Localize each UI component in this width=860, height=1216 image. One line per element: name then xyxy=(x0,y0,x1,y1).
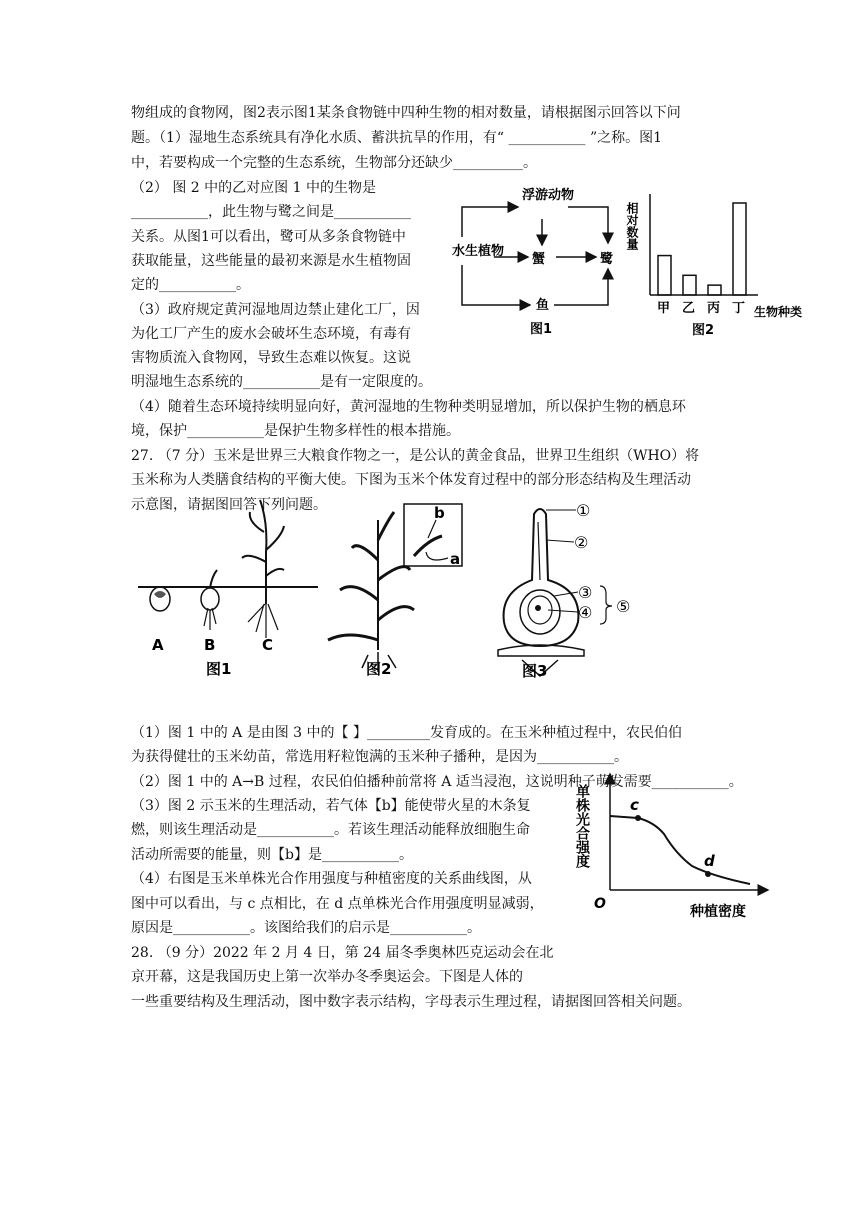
arrow-plant-fish xyxy=(462,265,530,305)
label-b: B xyxy=(204,636,216,654)
bar-label-1: 甲 xyxy=(657,301,671,316)
curve-xlabel: 种植密度 xyxy=(690,904,746,920)
point-c-label: c xyxy=(630,796,639,814)
q3-line-1: （3）政府规定黄河湿地周边禁止建化工厂，因 xyxy=(131,302,420,318)
curve-ylabel: 单株光合强度 xyxy=(574,784,590,868)
bar-chart-caption: 图2 xyxy=(692,323,715,338)
curve-origin: O xyxy=(594,896,606,912)
label-c: C xyxy=(262,636,274,654)
point-d xyxy=(705,871,711,877)
q3-line-4: 明湿地生态系统的___________是有一定限度的。 xyxy=(131,374,432,390)
q27-sub-6: 活动所需要的能量，则【b】是___________。 xyxy=(131,847,413,863)
bar-4 xyxy=(733,203,746,295)
q4-line-2: 境，保护___________是保护生物多样性的根本措施。 xyxy=(131,423,460,439)
intro-line-1: 物组成的食物网，图2表示图1某条食物链中四种生物的相对数量，请根据图示回答以下问 xyxy=(131,105,681,121)
corn-growth-figure-1 xyxy=(138,492,318,682)
food-web-figure xyxy=(450,185,630,340)
bar-label-4: 丁 xyxy=(732,301,746,316)
q2-line-2: ___________，此生物与鹭之间是___________ xyxy=(131,204,411,220)
q2-line-3: 关系。从图1可以看出，鹭可从多条食物链中 xyxy=(131,229,406,245)
corn-fig2-caption: 图2 xyxy=(366,660,392,678)
bar-chart-xlabel: 生物种类 xyxy=(754,305,803,319)
brace xyxy=(600,586,612,624)
pistil-outline xyxy=(504,509,579,646)
node-heron: 鹭 xyxy=(600,252,614,267)
q27-sub-9: 原因是___________。该图给我们的启示是___________。 xyxy=(131,920,481,936)
node-zooplankton: 浮游动物 xyxy=(522,188,575,203)
q27-line-2: 玉米称为人类膳食结构的平衡大使。下图为玉米个体发育过程中的部分形态结构及生理活动 xyxy=(131,472,691,488)
intro-line-3: 中，若要构成一个完整的生态系统，生物部分还缺少__________。 xyxy=(131,155,537,171)
gas-label-b: b xyxy=(434,504,445,522)
q2-line-4: 获取能量，这些能量的最初来源是水生植物固 xyxy=(131,253,411,269)
inset-leaf xyxy=(414,536,442,556)
gas-label-a: a xyxy=(450,550,461,568)
q27-sub-7: （4）右图是玉米单株光合作用强度与种植密度的关系曲线图，从 xyxy=(131,871,532,887)
gas-arrow-a xyxy=(426,552,448,560)
q2-line-1: （2） 图 2 中的乙对应图 1 中的生物是 xyxy=(131,180,376,196)
density-curve-figure xyxy=(574,770,780,930)
label-1: ① xyxy=(576,501,591,520)
label-5: ⑤ xyxy=(616,597,631,616)
q28-line-3: 一些重要结构及生理活动，图中数字表示结构，字母表示生理过程，请据图回答相关问题。 xyxy=(131,994,691,1010)
label-a: A xyxy=(152,636,164,654)
bar-3 xyxy=(708,285,721,295)
q27-line-3: 示意图，请据图回答下列问题。 xyxy=(131,497,327,513)
q3-line-2: 为化工厂产生的废水会破坏生态环境，有毒有 xyxy=(131,326,411,342)
arrow-zooplankton-heron xyxy=(568,207,608,243)
seed-a xyxy=(150,587,170,611)
q2-line-5: 定的___________。 xyxy=(131,277,250,293)
bar-label-3: 丙 xyxy=(707,301,721,316)
arrow-fish-heron xyxy=(554,269,608,305)
point-d-label: d xyxy=(704,852,715,870)
bar-chart-ylabel: 相对数量 xyxy=(625,202,639,250)
arrow-plant-zooplankton xyxy=(462,207,518,237)
point-c xyxy=(635,815,641,821)
node-fish: 鱼 xyxy=(536,298,550,313)
density-curve xyxy=(610,816,750,884)
q27-line-1: 27. （7 分）玉米是世界三大粮食作物之一，是公认的黄金食品，世界卫生组织（WHO）将 xyxy=(131,448,700,464)
corn-plant-figure-2 xyxy=(318,500,478,684)
bar-chart-figure xyxy=(625,190,820,340)
label-2: ② xyxy=(574,533,589,552)
q4-line-1: （4）随着生态环境持续明显向好，黄河湿地的生物种类明显增加，所以保护生物的栖息环 xyxy=(131,399,686,415)
q27-sub-4: （3）图 2 示玉米的生理活动，若气体【b】能使带火星的木条复 xyxy=(131,798,531,814)
gas-arrow-b xyxy=(428,520,436,538)
food-web-caption: 图1 xyxy=(530,322,553,337)
intro-line-2: 题。（1）湿地生态系统具有净化水质、蓄洪抗旱的作用，有“ ___________ ”之称。图1 xyxy=(131,130,663,146)
q28-line-1: 28. （9 分）2022 年 2 月 4 日，第 24 届冬季奥林匹克运动会在北 xyxy=(131,945,554,961)
bar-label-2: 乙 xyxy=(682,301,696,316)
bar-2 xyxy=(683,275,696,295)
corn-fig1-caption: 图1 xyxy=(206,660,232,678)
label-3: ③ xyxy=(578,583,593,602)
q28-line-2: 京开幕，这是我国历史上第一次举办冬季奥运会。下图是人体的 xyxy=(131,969,523,985)
q27-sub-2: 为获得健壮的玉米幼苗，常选用籽粒饱满的玉米种子播种，是因为___________。 xyxy=(131,749,628,765)
bar-1 xyxy=(658,256,671,295)
q3-line-3: 害物质流入食物网，导致生态难以恢复。这说 xyxy=(131,350,411,366)
plant-c-stem xyxy=(260,500,266,604)
corn-fig3-caption: 图3 xyxy=(522,662,548,680)
q27-sub-8: 图中可以看出，与 c 点相比，在 d 点单株光合作用强度明显减弱， xyxy=(131,896,544,912)
corn-flower-figure-3 xyxy=(492,500,652,684)
node-crab: 蟹 xyxy=(532,252,546,267)
q27-sub-1: （1）图 1 中的 A 是由图 3 中的【 】_________发育成的。在玉米种植过程中，农民伯伯 xyxy=(131,725,682,741)
node-aquatic-plant: 水生植物 xyxy=(452,244,505,259)
label-4: ④ xyxy=(578,603,593,622)
seedling-b-shoot xyxy=(210,570,217,588)
seedling-b-seed xyxy=(201,588,219,610)
q27-sub-5: 燃，则该生理活动是___________。若该生理活动能释放细胞生命 xyxy=(131,822,530,838)
q27-sub-3: （2）图 1 中的 A→B 过程，农民伯伯播种前常将 A 适当浸泡，这说明种子萌发需要___________。 xyxy=(131,774,743,790)
